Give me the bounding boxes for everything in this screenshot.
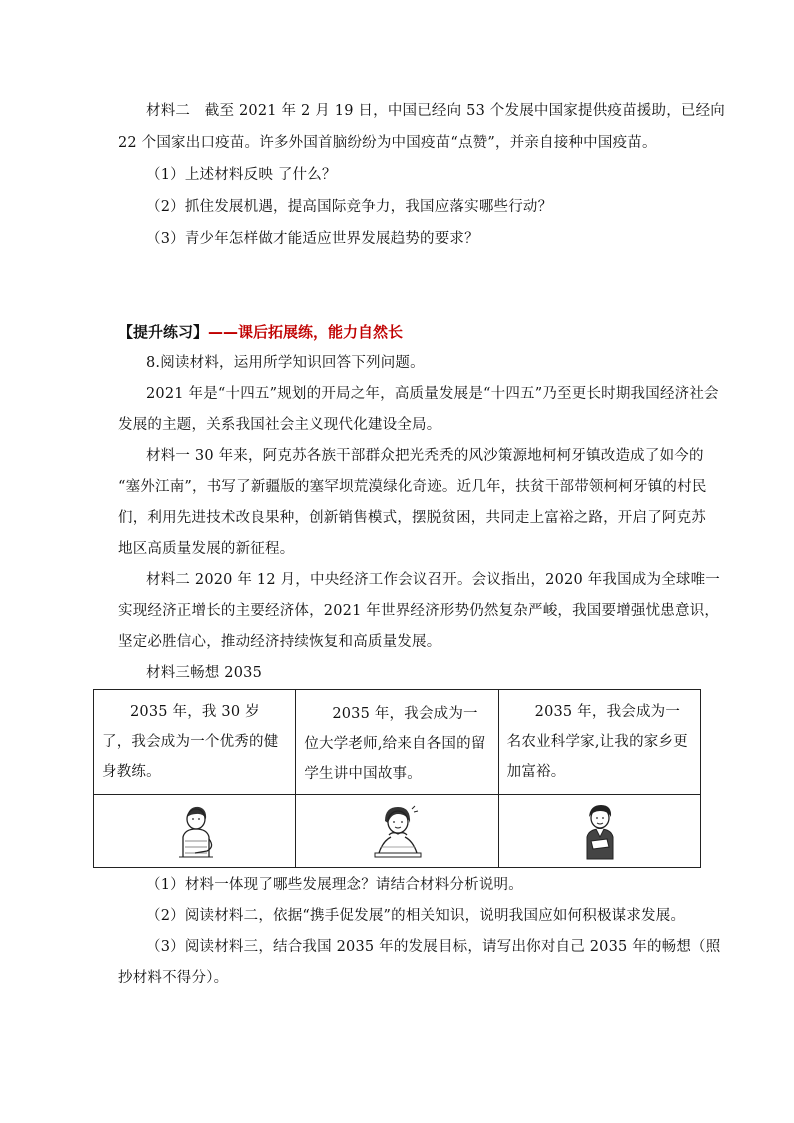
boy-figure-icon xyxy=(165,801,225,861)
problem8-intro: 8.阅读材料，运用所学知识回答下列问题。 xyxy=(146,355,425,371)
table-cell-2 xyxy=(296,690,498,795)
table-image-cell-1 xyxy=(94,795,296,868)
cell-text-scientist: 2035 年，我会成为一名农业科学家,让我的家乡更加富裕。 xyxy=(506,704,688,780)
material1-line1: 材料一 30 年来，阿克苏各族干部群众把光秃秃的风沙策源地柯柯牙镇改造成了如今的 xyxy=(146,448,704,464)
problem8-question-1: （1）材料一体现了哪些发展理念？请结合材料分析说明。 xyxy=(146,877,523,893)
table-cell-1 xyxy=(94,690,296,795)
table-row-images xyxy=(94,795,701,868)
section-bracket-title: 【提升练习】 xyxy=(118,323,209,341)
paragraph1-line2: 发展的主题，关系我国社会主义现代化建设全局。 xyxy=(118,417,442,433)
material2b-line3: 坚定必胜信心，推动经济持续恢复和高质量发展。 xyxy=(118,634,442,650)
question-2: （2）抓住发展机遇，提高国际竞争力，我国应落实哪些行动？ xyxy=(146,199,553,215)
problem8-question-3-line2: 抄材料不得分）。 xyxy=(118,970,229,986)
paragraph1-line1: 2021 年是“十四五”规划的开局之年，高质量发展是“十四五”乃至更长时期我国经济社会 xyxy=(146,386,719,402)
material2b-line2: 实现经济正增长的主要经济体，2021 年世界经济形势仍然复杂严峻，我国要增强忧患意识， xyxy=(118,603,720,619)
table-image-cell-2 xyxy=(296,795,498,868)
material1-line4: 地区高质量发展的新征程。 xyxy=(118,541,295,557)
material3-title: 材料三畅想 2035 xyxy=(146,665,263,681)
boy-holding-book-figure-icon xyxy=(569,801,629,861)
problem8-question-2: （2）阅读材料二，依据“携手促发展”的相关知识，说明我国应如何积极谋求发展。 xyxy=(146,908,686,924)
section-subtitle: ——课后拓展练，能力自然长 xyxy=(208,323,404,341)
section-heading xyxy=(118,321,403,342)
question-3: （3）青少年怎样做才能适应世界发展趋势的要求？ xyxy=(146,231,479,247)
material2-line1: 材料二 截至 2021 年 2 月 19 日，中国已经向 53 个发展中国家提供疫苗援助，已经向 xyxy=(146,103,725,119)
material1-line2: “塞外江南”，书写了新疆版的塞罕坝荒漠绿化奇迹。近几年，扶贫干部带领柯柯牙镇的村民 xyxy=(118,479,707,495)
table-cell-3 xyxy=(498,690,700,795)
question-1: （1）上述材料反映 了什么？ xyxy=(146,167,337,183)
dream-2035-table xyxy=(93,689,701,868)
material2-line2: 22 个国家出口疫苗。许多外国首脑纷纷为中国疫苗“点赞”，并亲自接种中国疫苗。 xyxy=(118,135,657,151)
table-row-text xyxy=(94,690,701,795)
material2b-line1: 材料二 2020 年 12 月，中央经济工作会议召开。会议指出，2020 年我国成为全球唯一 xyxy=(146,572,720,588)
problem8-question-3-line1: （3）阅读材料三，结合我国 2035 年的发展目标，请写出你对自己 2035 年的畅想（照 xyxy=(146,939,721,955)
cell-text-teacher: 2035 年，我会成为一位大学老师,给来自各国的留学生讲中国故事。 xyxy=(304,706,486,782)
cell-text-fitness-coach: 2035 年，我 30 岁了，我会成为一个优秀的健身教练。 xyxy=(102,704,279,780)
table-image-cell-3 xyxy=(498,795,700,868)
girl-thinking-figure-icon xyxy=(367,801,427,861)
material1-line3: 们，利用先进技术改良果种，创新销售模式，摆脱贫困，共同走上富裕之路，开启了阿克苏 xyxy=(118,510,706,526)
